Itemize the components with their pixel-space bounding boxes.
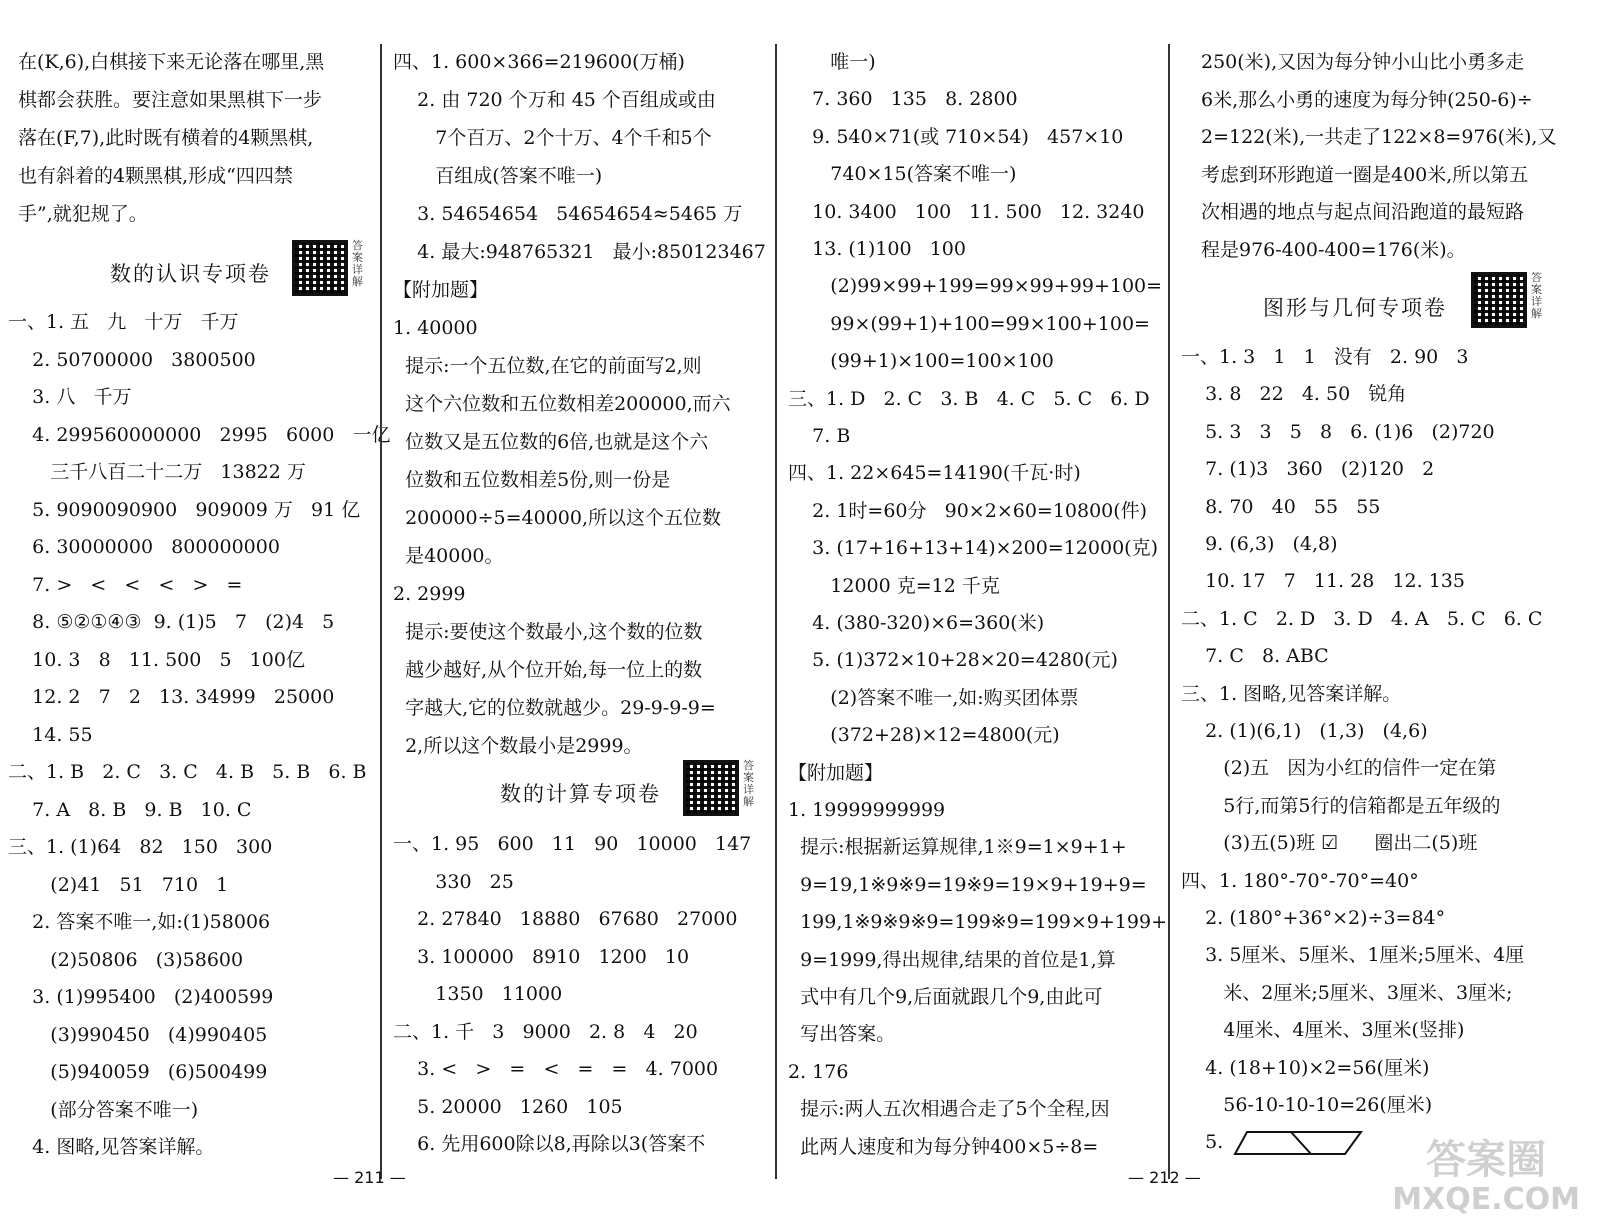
answer-line: 写出答案。	[788, 1023, 896, 1046]
answer-line: 提示:根据新运算规律,1※9=1×9+1+	[788, 836, 1127, 859]
answer-line: 6. 30000000 800000000	[8, 536, 280, 558]
answer-line: 5. 9090090900 909009 万 91 亿	[8, 498, 361, 521]
answer-line: 程是976-400-400=176(米)。	[1201, 238, 1466, 261]
answer-line: 4. 最大:948765321 最小:850123467	[393, 241, 766, 263]
answer-line: 三、1. (1)64 82 150 300	[8, 836, 273, 858]
answer-line: 唯一)	[788, 51, 876, 73]
answer-line: 提示:两人五次相遇合走了5个全程,因	[788, 1098, 1110, 1121]
answer-line: 9. (6,3) (4,8)	[1181, 533, 1338, 555]
answer-line: 位数又是五位数的6倍,也就是这个六	[393, 431, 709, 453]
answer-line: 7. B	[788, 425, 851, 447]
answer-line: 9=1999,得出规律,结果的首位是1,算	[788, 948, 1116, 971]
answer-line: (部分答案不唯一)	[8, 1098, 199, 1121]
answer-line: 手”,就犯规了。	[18, 203, 148, 225]
answer-line: 2. 2999	[393, 583, 466, 605]
answer-line: 199,1※9※9※9=199※9=199×9+199+	[788, 911, 1167, 934]
answer-line: 四、1. 22×645=14190(千瓦·时)	[788, 462, 1081, 485]
answer-line: (2)50806 (3)58600	[8, 948, 244, 971]
answer-line: 7个百万、2个十万、4个千和5个	[393, 127, 712, 149]
answer-line: 13. (1)100 100	[788, 238, 966, 260]
answer-line: 这个六位数和五位数相差200000,而六	[393, 393, 731, 415]
answer-line: 2. 176	[788, 1060, 849, 1083]
qr-code-icon[interactable]	[1471, 272, 1527, 328]
answer-line: 3. 5厘米、5厘米、1厘米;5厘米、4厘	[1181, 944, 1525, 967]
answer-line: 提示:要使这个数最小,这个数的位数	[393, 621, 703, 643]
answer-line: 一、1. 95 600 11 90 10000 147	[393, 833, 752, 855]
answer-line: 8. 70 40 55 55	[1181, 495, 1381, 518]
answer-line: 1350 11000	[393, 983, 563, 1005]
qr-code-icon[interactable]	[683, 760, 739, 816]
answer-line: 1. 19999999999	[788, 799, 946, 821]
answer-line: 3. 8 22 4. 50 锐角	[1181, 383, 1407, 406]
answer-line: 3. 54654654 54654654≈5465 万	[393, 203, 743, 225]
answer-line: 百组成(答案不唯一)	[393, 165, 603, 187]
answer-line: 【附加题】	[393, 279, 489, 301]
answer-line: 14. 55	[8, 723, 93, 746]
qr-caption: 答案详解	[352, 239, 363, 288]
answer-line: 56-10-10-10=26(厘米)	[1181, 1094, 1433, 1116]
answer-line: 6. 先用600除以8,再除以3(答案不	[393, 1133, 706, 1155]
answer-line: 10. 3 8 11. 500 5 100亿	[8, 648, 305, 671]
answer-line: 四、1. 600×366=219600(万桶)	[393, 51, 685, 73]
answer-line: 9. 540×71(或 710×54) 457×10	[788, 125, 1124, 148]
answer-line: 位数和五位数相差5份,则一份是	[393, 469, 671, 491]
column-divider	[380, 44, 382, 1179]
answer-line: (2)答案不唯一,如:购买团体票	[788, 686, 1079, 709]
column-divider	[775, 44, 777, 1179]
watermark-line-2: MXQE.COM	[1392, 1182, 1580, 1217]
answer-line: (2)五 因为小红的信件一定在第	[1181, 757, 1497, 780]
answer-line: 二、1. 千 3 9000 2. 8 4 20	[393, 1020, 698, 1043]
answer-line: 3. (17+16+13+14)×200=12000(克)	[788, 537, 1158, 560]
answer-line: 5行,而第5行的信箱都是五年级的	[1181, 794, 1501, 817]
answer-line: 99×(99+1)+100=99×100+100=	[788, 312, 1150, 335]
page-number-right: — 212 —	[1128, 1168, 1201, 1187]
answer-line: 12. 2 7 2 13. 34999 25000	[8, 686, 335, 708]
answer-line: 4. (380-320)×6=360(米)	[788, 612, 1045, 634]
answer-line: 一、1. 3 1 1 没有 2. 90 3	[1181, 346, 1469, 368]
answer-line: 字越大,它的位数就越少。29-9-9-9=	[393, 697, 716, 719]
answer-line: (99+1)×100=100×100	[788, 350, 1054, 373]
answer-line: 落在(F,7),此时既有横着的4颗黑棋,	[18, 127, 314, 149]
answer-line: 三千八百二十二万 13822 万	[8, 461, 306, 483]
answer-line: 此两人速度和为每分钟400×5÷8=	[788, 1135, 1099, 1158]
qr-caption: 答案详解	[743, 759, 754, 808]
answer-line: 越少越好,从个位开始,每一位上的数	[393, 659, 703, 681]
answer-line: 7. C 8. ABC	[1181, 645, 1329, 668]
answer-line: 三、1. D 2. C 3. B 4. C 5. C 6. D	[788, 387, 1150, 410]
answer-line: 2. 答案不唯一,如:(1)58006	[8, 911, 271, 933]
answer-line: 一、1. 五 九 十万 千万	[8, 311, 239, 333]
answer-line: 棋都会获胜。要注意如果黑棋下一步	[18, 89, 323, 111]
answer-line: 2,所以这个数最小是2999。	[393, 735, 643, 757]
answer-line: 1. 40000	[393, 317, 478, 339]
answer-line: 在(K,6),白棋接下来无论落在哪里,黑	[18, 51, 325, 73]
answer-line: 提示:一个五位数,在它的前面写2,则	[393, 355, 702, 377]
qr-code-icon[interactable]	[292, 240, 348, 296]
answer-line: 二、1. B 2. C 3. C 4. B 5. B 6. B	[8, 761, 367, 783]
qr-caption: 答案详解	[1531, 271, 1542, 320]
answer-line: 4. 图略,见答案详解。	[8, 1136, 215, 1158]
answer-line: 3. (1)995400 (2)400599	[8, 986, 274, 1008]
answer-line: 7. (1)3 360 (2)120 2	[1181, 458, 1435, 481]
answer-line: 2. (1)(6,1) (1,3) (4,6)	[1181, 720, 1428, 742]
answer-line: 10. 3400 100 11. 500 12. 3240	[788, 200, 1145, 223]
answer-line: 次相遇的地点与起点间沿跑道的最短路	[1201, 201, 1525, 223]
answer-line: 12000 克=12 千克	[788, 574, 1000, 597]
section-title-geometry: 图形与几何专项卷	[1263, 296, 1447, 320]
answer-line: (372+28)×12=4800(元)	[788, 724, 1060, 747]
answer-line: (3)五(5)班 ☑ 圈出二(5)班	[1181, 832, 1478, 855]
answer-line: 【附加题】	[788, 761, 884, 784]
answer-line: (2)99×99+199=99×99+99+100=	[788, 275, 1163, 298]
answer-line: 10. 17 7 11. 28 12. 135	[1181, 570, 1465, 593]
answer-line: 考虑到环形跑道一圈是400米,所以第五	[1201, 163, 1529, 186]
answer-line: 250(米),又因为每分钟小山比小勇多走	[1201, 51, 1525, 73]
column-divider	[1168, 44, 1170, 1179]
answer-line: 4厘米、4厘米、3厘米(竖排)	[1181, 1019, 1465, 1042]
answer-line: 8. ⑤②①④③ 9. (1)5 7 (2)4 5	[8, 611, 335, 633]
answer-line: 2. 50700000 3800500	[8, 348, 256, 371]
answer-line: (3)990450 (4)990405	[8, 1023, 268, 1046]
answer-line: 5. 20000 1260 105	[393, 1095, 623, 1118]
answer-line: 2. 1时=60分 90×2×60=10800(件)	[788, 499, 1148, 522]
answer-line: 2. 27840 18880 67680 27000	[393, 908, 738, 930]
answer-line: 6米,那么小勇的速度为每分钟(250-6)÷	[1201, 88, 1533, 111]
page-number-left: — 211 —	[333, 1168, 406, 1187]
answer-line: 四、1. 180°-70°-70°=40°	[1181, 869, 1419, 892]
answer-line: 330 25	[393, 870, 514, 893]
parallelogram-figure-icon	[1233, 1128, 1363, 1158]
answer-line: 5.	[1181, 1131, 1224, 1154]
answer-line: 三、1. 图略,见答案详解。	[1181, 682, 1402, 705]
answer-line: 米、2厘米;5厘米、3厘米、3厘米;	[1181, 981, 1513, 1004]
answer-line: 7. A 8. B 9. B 10. C	[8, 798, 252, 821]
answer-line: 4. 299560000000 2995 6000 一亿	[8, 423, 391, 446]
answer-line: (5)940059 (6)500499	[8, 1061, 268, 1083]
section-title-number-calculation: 数的计算专项卷	[500, 782, 661, 806]
answer-line: 是40000。	[393, 545, 504, 567]
answer-line: 二、1. C 2. D 3. D 4. A 5. C 6. C	[1181, 607, 1543, 630]
answer-line: 7. > < < < > =	[8, 573, 243, 596]
watermark	[1392, 1137, 1580, 1220]
answer-line: 200000÷5=40000,所以这个五位数	[393, 507, 722, 529]
answer-line: 3. 100000 8910 1200 10	[393, 945, 690, 968]
section-title-number-recognition: 数的认识专项卷	[110, 262, 271, 286]
answer-line: 9=19,1※9※9=19※9=19×9+19+9=	[788, 873, 1147, 896]
answer-line: 2. 由 720 个万和 45 个百组成或由	[393, 89, 716, 111]
answer-line: 7. 360 135 8. 2800	[788, 88, 1018, 111]
answer-line: 也有斜着的4颗黑棋,形成“四四禁	[18, 165, 293, 187]
answer-line: 3. 八 千万	[8, 386, 132, 408]
answer-line: 5. (1)372×10+28×20=4280(元)	[788, 649, 1118, 672]
watermark-line-1: 答案圈	[1426, 1137, 1547, 1183]
answer-line: 3. < > = < = = 4. 7000	[393, 1058, 719, 1080]
answer-line: 5. 3 3 5 8 6. (1)6 (2)720	[1181, 420, 1495, 443]
answer-line: 2=122(米),一共走了122×8=976(米),又	[1201, 126, 1557, 148]
answer-line: 4. (18+10)×2=56(厘米)	[1181, 1056, 1430, 1079]
answer-line: (2)41 51 710 1	[8, 873, 229, 896]
answer-line: 740×15(答案不唯一)	[788, 163, 1017, 186]
answer-line: 2. (180°+36°×2)÷3=84°	[1181, 907, 1446, 929]
answer-line: 式中有几个9,后面就跟几个9,由此可	[788, 986, 1103, 1008]
